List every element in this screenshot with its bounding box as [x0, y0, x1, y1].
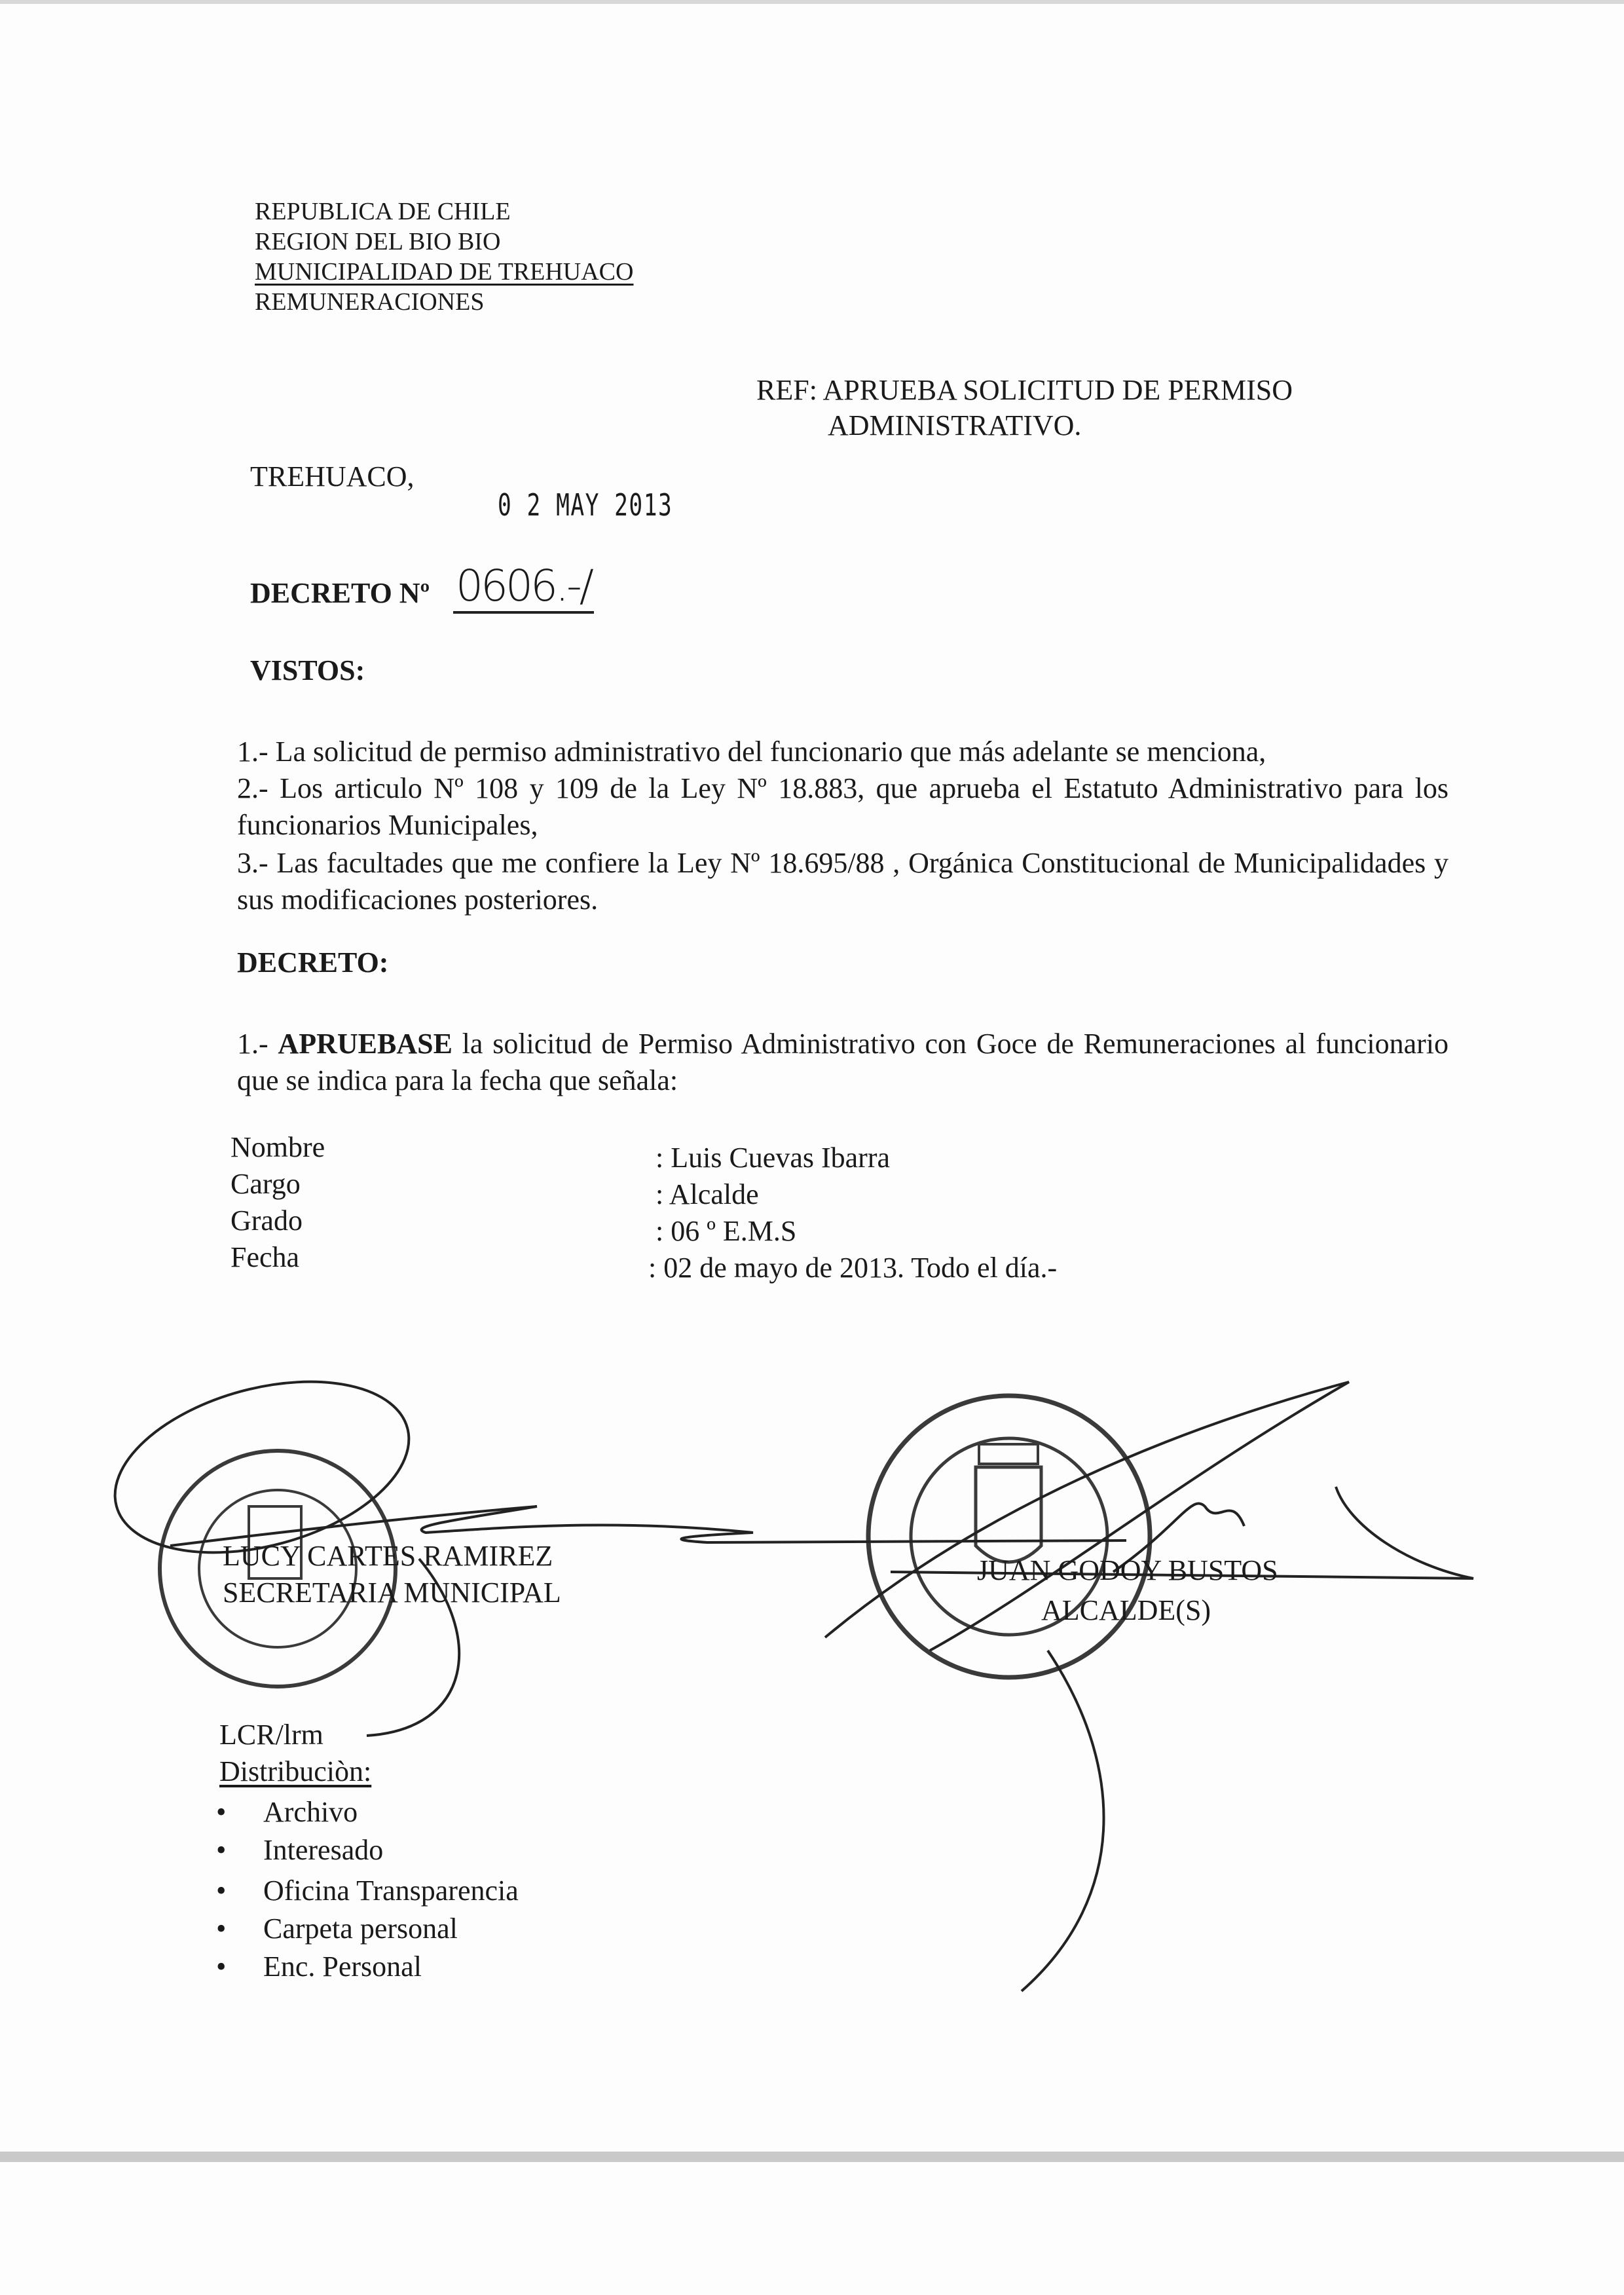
reference-line-2: ADMINISTRATIVO.	[828, 409, 1082, 441]
list-item: • Oficina Transparencia	[216, 1875, 519, 1907]
list-item: • Enc. Personal	[216, 1950, 422, 1983]
decree-number-handwritten: 0606.-/	[453, 561, 594, 614]
field-label-nombre: Nombre	[231, 1131, 325, 1163]
field-value-grado: : 06 º E.M.S	[655, 1215, 797, 1247]
list-item-label: Interesado	[263, 1834, 384, 1866]
field-value-fecha: : 02 de mayo de 2013. Todo el día.-	[648, 1252, 1058, 1284]
right-signatory-title: ALCALDE(S)	[1041, 1594, 1211, 1626]
list-item-label: Carpeta personal	[263, 1912, 458, 1945]
vistos-item-1: 1.- La solicitud de permiso administrativo del funcionario que más adelante se menciona,	[237, 736, 1266, 768]
item-text: la solicitud de Permiso Administrativo con Goce de Remuneraciones al funcionario que se indica para la fecha que señala:	[237, 1028, 1449, 1096]
distribution-heading: Distribuciòn:	[219, 1755, 372, 1787]
letterhead-country: REPUBLICA DE CHILE	[255, 198, 511, 225]
right-signatory-name: JUAN GODOY BUSTOS	[977, 1554, 1278, 1586]
decree-number-label: DECRETO Nº	[250, 577, 430, 609]
vistos-item-2: 2.- Los articulo Nº 108 y 109 de la Ley Nº 18.883, que aprueba el Estatuto Administrativo para los funcionarios Municipales,	[237, 772, 1449, 841]
list-item: • Archivo	[216, 1796, 358, 1828]
field-value-nombre: : Luis Cuevas Ibarra	[655, 1142, 890, 1174]
vistos-item-3: 3.- Las facultades que me confiere la Ley Nº 18.695/88 , Orgánica Constitucional de Municipalidades y sus modificaciones posteriores.	[237, 847, 1449, 916]
list-item: • Interesado	[216, 1834, 384, 1866]
left-signatory-title: SECRETARIA MUNICIPAL	[223, 1577, 561, 1609]
decreto-heading: DECRETO:	[237, 946, 389, 979]
letterhead-region: REGION DEL BIO BIO	[255, 228, 501, 255]
list-item-label: Oficina Transparencia	[263, 1875, 519, 1907]
left-signatory-name: LUCY CARTES RAMIREZ	[223, 1540, 553, 1572]
vistos-heading: VISTOS:	[250, 654, 365, 686]
right-signature	[825, 1382, 1473, 1991]
date-stamp: 0 2 MAY 2013	[498, 487, 673, 523]
letterhead-department: REMUNERACIONES	[255, 288, 485, 316]
list-item-label: Archivo	[263, 1796, 358, 1828]
letterhead-municipality: MUNICIPALIDAD DE TREHUACO	[255, 258, 634, 286]
reference-line-1: REF: APRUEBA SOLICITUD DE PERMISO	[756, 374, 1293, 406]
approve-keyword: APRUEBASE	[278, 1028, 452, 1060]
item-prefix: 1.-	[237, 1028, 278, 1060]
field-label-grado: Grado	[231, 1204, 303, 1237]
field-value-cargo: : Alcalde	[655, 1178, 759, 1210]
initials: LCR/lrm	[219, 1719, 323, 1751]
field-label-cargo: Cargo	[231, 1168, 301, 1200]
list-item: • Carpeta personal	[216, 1912, 458, 1945]
place: TREHUACO,	[250, 460, 415, 493]
list-item-label: Enc. Personal	[263, 1950, 422, 1983]
field-label-fecha: Fecha	[231, 1241, 300, 1273]
scan-bottom-edge	[0, 2152, 1624, 2162]
